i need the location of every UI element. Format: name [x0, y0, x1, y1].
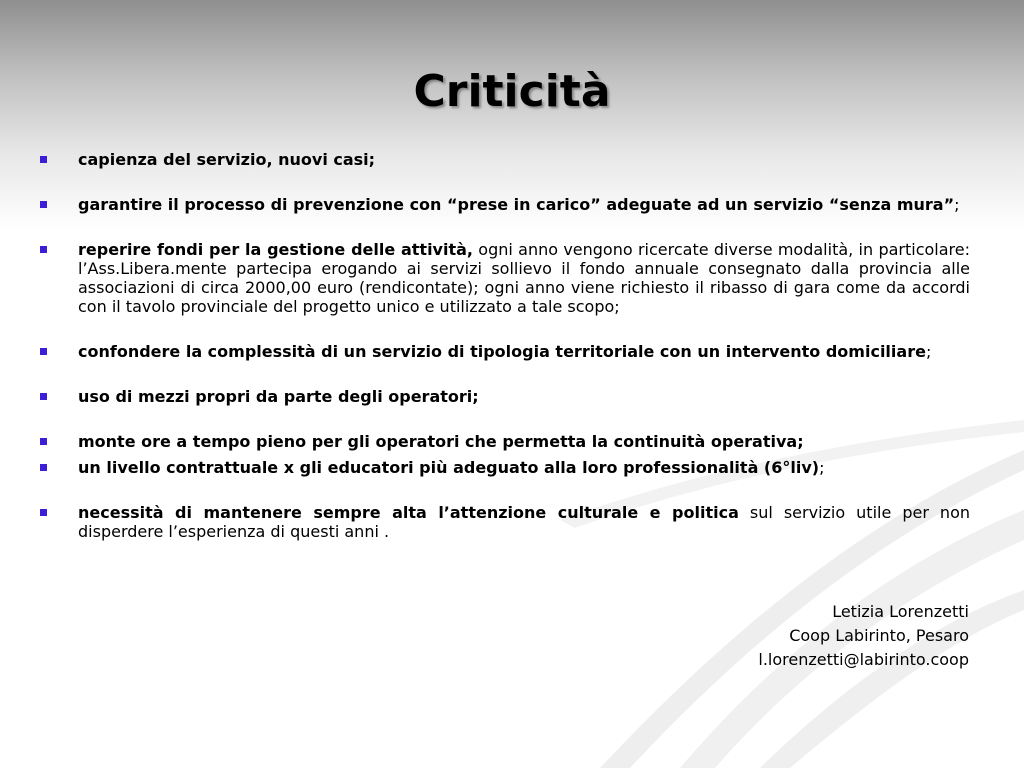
author-email: l.lorenzetti@labirinto.coop [758, 650, 969, 669]
square-bullet-icon [40, 156, 47, 163]
square-bullet-icon [40, 246, 47, 253]
bullet-bold-text: reperire fondi per la gestione delle attività, [78, 240, 473, 259]
bullet-bold-text: necessità di mantenere sempre alta l’attenzione culturale e politica [78, 503, 739, 522]
square-bullet-icon [40, 464, 47, 471]
square-bullet-icon [40, 348, 47, 355]
bullet-bold-text: uso di mezzi propri da parte degli operatori; [78, 387, 479, 406]
bullet-text: ogni anno vengono ricercate diverse modalità, in particolare: l’Ass.Libera.mente partecipa erogando ai servizi sollievo il fondo annuale consegnato dalla provincia alle associazioni di circa 2000,00 euro (rendicontate); ogni anno viene richiesto il ribasso di gara come da accordi con il tavolo provinciale del progetto unico e utilizzato a tale scopo; [78, 240, 970, 316]
bullet-bold-text: garantire il processo di prevenzione con “prese in carico” adeguate ad un servizio “senza mura” [78, 195, 955, 214]
author-organization: Coop Labirinto, Pesaro [789, 626, 969, 645]
bullet-item [40, 503, 970, 541]
bullet-text: ; [819, 458, 825, 477]
bullet-item [40, 195, 970, 214]
bullet-item [40, 458, 970, 477]
signature-block [758, 600, 969, 672]
slide-title: Criticità [413, 66, 611, 117]
bullet-bold-text: monte ore a tempo pieno per gli operatori che permetta la continuità operativa; [78, 432, 804, 451]
square-bullet-icon [40, 201, 47, 208]
bullet-text: ; [925, 342, 932, 361]
author-name: Letizia Lorenzetti [832, 602, 969, 621]
bullet-item [40, 342, 970, 361]
bullet-item [40, 150, 970, 169]
square-bullet-icon [40, 393, 47, 400]
bullet-item [40, 240, 970, 316]
bullet-item [40, 387, 970, 406]
bullet-item [40, 432, 970, 451]
bullet-bold-text: confondere la complessità di un servizio di tipologia territoriale con un intervento domiciliare [78, 342, 926, 361]
bullet-bold-text: un livello contrattuale x gli educatori più adeguato alla loro professionalità (6°liv) [78, 458, 820, 477]
bullet-bold-text: capienza del servizio, nuovi casi; [78, 150, 376, 169]
bullet-list [40, 150, 970, 541]
bullet-text: sul servizio utile per non disperdere l’esperienza di questi anni . [78, 503, 970, 541]
square-bullet-icon [40, 509, 47, 516]
bullet-text: ; [954, 195, 960, 214]
square-bullet-icon [40, 438, 47, 445]
